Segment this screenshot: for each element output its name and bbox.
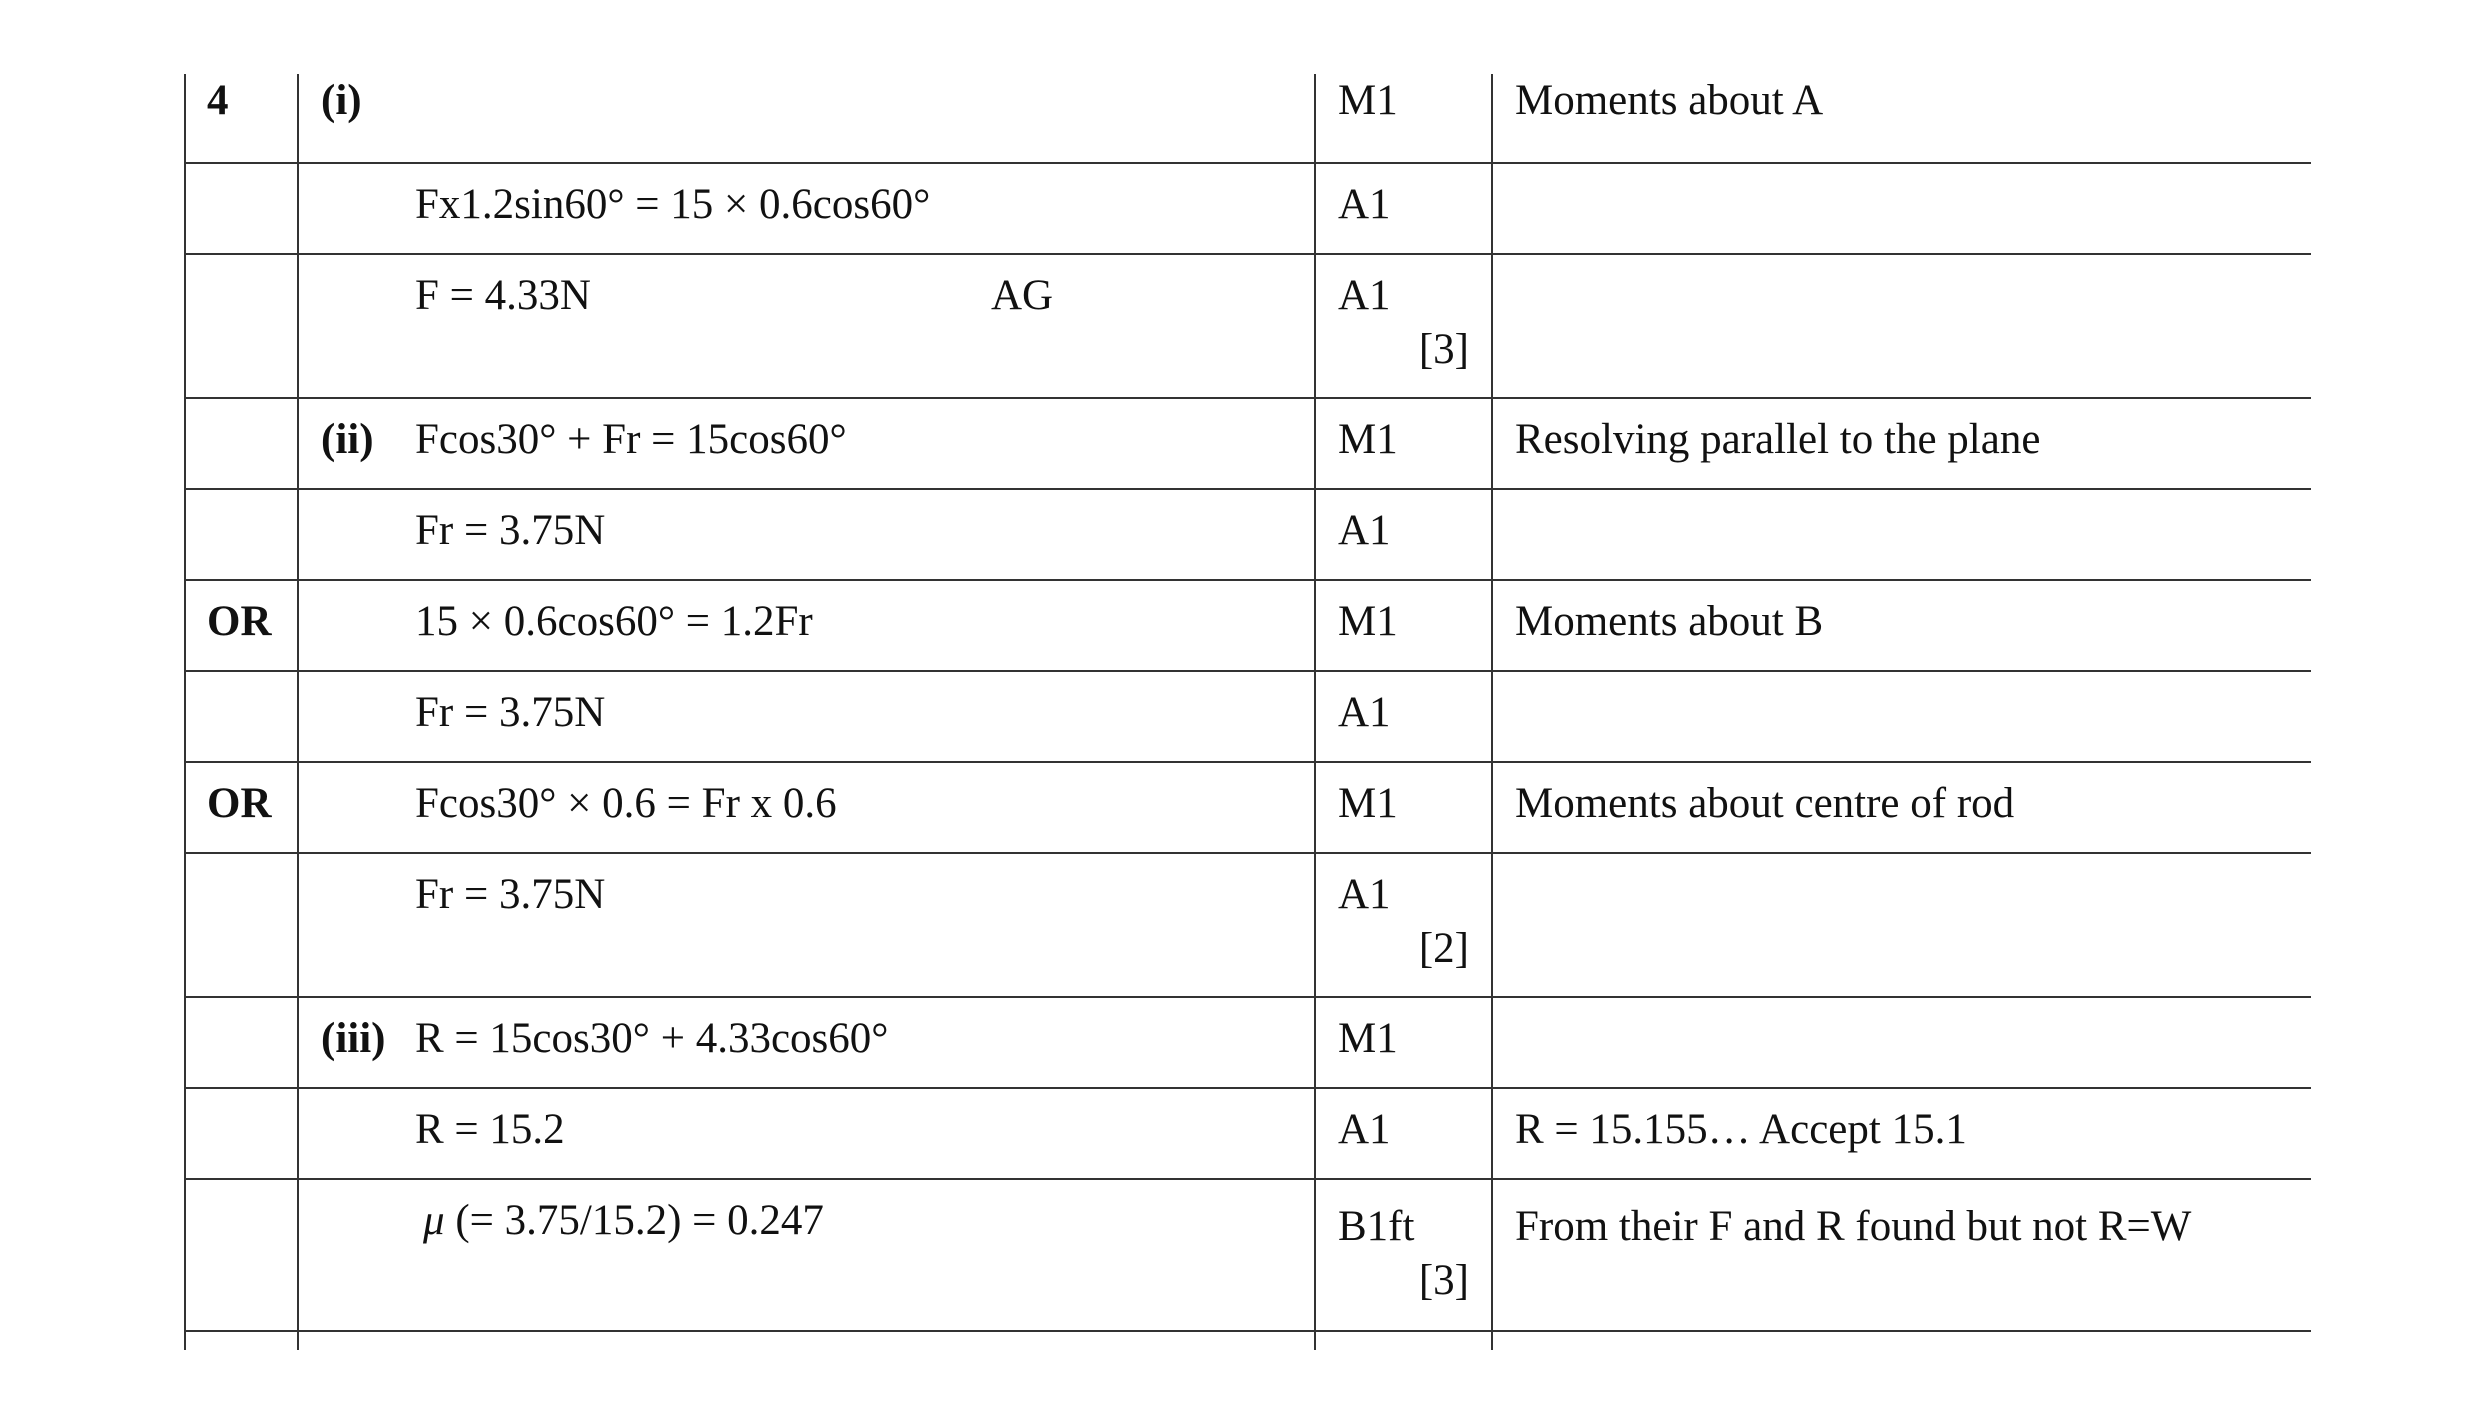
working-text: Fcos30° × 0.6 = Fr x 0.6 [415, 780, 837, 827]
mark-code [1315, 398, 1492, 489]
table-row [185, 489, 2311, 580]
mark-code [1315, 1088, 1492, 1179]
empty-cell [1492, 1331, 2311, 1350]
mark-label: M1 [1338, 77, 1398, 124]
working-cell [298, 671, 1315, 762]
table-row [185, 671, 2311, 762]
question-number [185, 997, 298, 1088]
mark-label: M1 [1338, 416, 1398, 463]
mark-scheme-table [184, 74, 2311, 1350]
working-text: R = 15cos30° + 4.33cos60° [415, 1015, 889, 1062]
table-row [185, 762, 2311, 853]
working-text: Fx1.2sin60° = 15 × 0.6cos60° [415, 181, 931, 228]
mark-label: M1 [1338, 1015, 1398, 1062]
table-row [185, 163, 2311, 254]
mark-label: A1 [1338, 689, 1391, 736]
table-row [185, 853, 2311, 997]
working-text: Fr = 3.75N [415, 689, 606, 736]
mu-symbol: μ [423, 1197, 445, 1244]
working-cell [298, 74, 1315, 163]
mark-label: A1 [1338, 1106, 1391, 1153]
comment-cell [1492, 853, 2311, 997]
question-number: OR [185, 580, 298, 671]
empty-cell [185, 1331, 298, 1350]
part-label: (iii) [321, 1015, 386, 1062]
working-cell [298, 163, 1315, 254]
working-text: 15 × 0.6cos60° = 1.2Fr [415, 598, 813, 645]
working-cell [298, 1088, 1315, 1179]
working-cell [298, 254, 1315, 398]
working-cell [298, 398, 1315, 489]
mark-code [1315, 489, 1492, 580]
part-total: [3] [1418, 1257, 1469, 1304]
mark-code [1315, 762, 1492, 853]
mark-label: A1 [1338, 507, 1391, 554]
comment-cell: Moments about centre of rod [1492, 762, 2311, 853]
table-row [185, 398, 2311, 489]
mark-code [1315, 997, 1492, 1088]
comment-cell [1492, 997, 2311, 1088]
part-label: (i) [321, 77, 362, 124]
comment-cell: Resolving parallel to the plane [1492, 398, 2311, 489]
working-cell [298, 997, 1315, 1088]
comment-cell: Moments about A [1492, 74, 2311, 163]
working-text: Fr = 3.75N [415, 871, 606, 918]
part-label: (ii) [321, 416, 374, 463]
mark-label: A1 [1338, 871, 1391, 918]
mark-code [1315, 254, 1492, 398]
question-number: OR [185, 762, 298, 853]
working-cell [298, 489, 1315, 580]
comment-cell: R = 15.155… Accept 15.1 [1492, 1088, 2311, 1179]
working-text: Fr = 3.75N [415, 507, 606, 554]
mark-code [1315, 1179, 1492, 1331]
mark-code [1315, 74, 1492, 163]
working-cell [298, 1179, 1315, 1331]
question-number [185, 254, 298, 398]
working-cell [298, 853, 1315, 997]
working-text: F = 4.33N [415, 272, 591, 319]
mark-label: A1 [1338, 181, 1391, 228]
working-text: Fcos30° + Fr = 15cos60° [415, 416, 847, 463]
comment-cell [1492, 489, 2311, 580]
working-cell [298, 762, 1315, 853]
table-row [185, 1088, 2311, 1179]
mark-label: M1 [1338, 780, 1398, 827]
part-total: [2] [1418, 925, 1469, 972]
question-number [185, 489, 298, 580]
table-row [185, 580, 2311, 671]
mark-code [1315, 853, 1492, 997]
comment-cell: From their F and R found but not R=W [1492, 1179, 2311, 1331]
mark-code [1315, 671, 1492, 762]
comment-cell [1492, 671, 2311, 762]
mark-label: A1 [1338, 272, 1391, 319]
question-number [185, 398, 298, 489]
table-row [185, 1179, 2311, 1331]
table-row [185, 254, 2311, 398]
part-total: [3] [1418, 326, 1469, 373]
comment-cell [1492, 254, 2311, 398]
mark-label: B1ft [1338, 1203, 1415, 1250]
question-number [185, 853, 298, 997]
question-number [185, 1179, 298, 1331]
question-number [185, 671, 298, 762]
working-text: (= 3.75/15.2) = 0.247 [455, 1197, 824, 1244]
comment-cell [1492, 163, 2311, 254]
mark-code [1315, 580, 1492, 671]
table-row [185, 997, 2311, 1088]
working-cell [298, 1331, 1315, 1350]
working-text: R = 15.2 [415, 1106, 565, 1153]
question-number [185, 1088, 298, 1179]
question-number: 4 [185, 74, 298, 163]
mark-label: M1 [1338, 598, 1398, 645]
working-cell [298, 580, 1315, 671]
table-row [185, 74, 2311, 163]
mark-code [1315, 163, 1492, 254]
question-number [185, 163, 298, 254]
comment-cell: Moments about B [1492, 580, 2311, 671]
table-row-cut-off [185, 1331, 2311, 1350]
answer-given-label: AG [991, 272, 1054, 319]
empty-cell [1315, 1331, 1492, 1350]
